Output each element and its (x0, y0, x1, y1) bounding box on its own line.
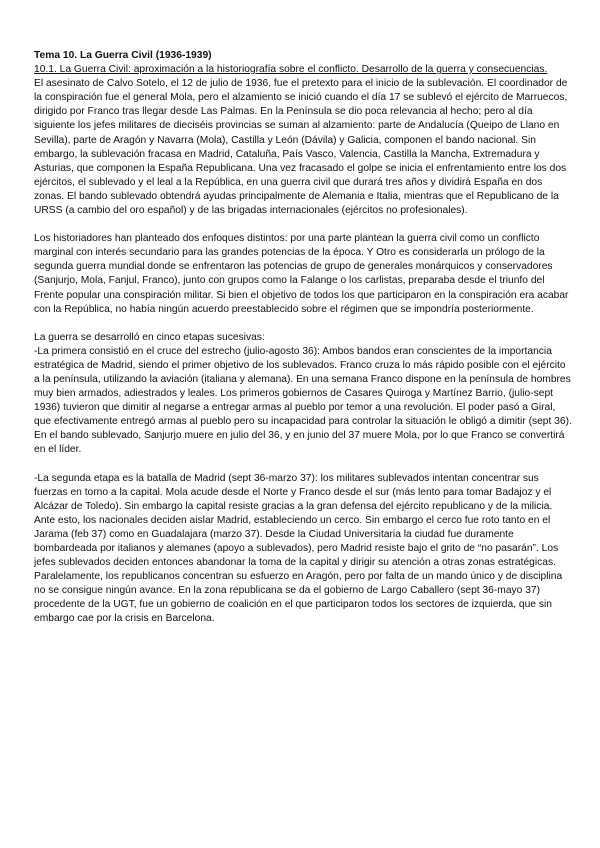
paragraph-stages-intro: La guerra se desarrolló en cinco etapas sucesivas: (34, 331, 265, 343)
paragraph-stage-two: -La segunda etapa es la batalla de Madrid (sept 36-marzo 37): los militares sublevados intentan concentrar sus fuerzas en torno a la capital. Mola acude desde el Norte y Franco desde el sur (más lento para tomar Badajoz y el Alcázar de Toledo). Sin embargo la capital resiste gracias a la gran defensa del ejército republicano y de la milicia. Ante esto, los nacionales deciden aislar Madrid, estableciendo un cerco. Sin embargo el cerco fue roto tanto en el Jarama (feb 37) como en Guadalajara (marzo 37). Desde la Ciudad Universitaria la ciudad fue duramente bombardeada por italianos y alemanes (apoyo a sublevados), pero Madrid resiste bajo el grito de “no pasarán”. Los jefes sublevados deciden entonces abandonar la toma de la capital y dirigir su atención a otras zonas estratégicas. Paralelamente, los republicanos concentran su esfuerzo en Aragón, pero por falta de un mando único y de disciplina no se consigue ningún avance. En la zona republicana se da el gobierno de Largo Caballero (sept 36-mayo 37) procedente de la UGT, fue un gobierno de coalición en el que participaron todos los sectores de izquierda, que sin embargo cae por la crisis en Barcelona. (34, 472, 563, 625)
section-heading: 10.1. La Guerra Civil: aproximación a la historiografía sobre el conflicto. Desarrollo de la guerra y consecuencias. (34, 64, 548, 76)
paragraph-spacer (34, 317, 574, 331)
paragraph-spacer (34, 218, 574, 232)
document-title: Tema 10. La Guerra Civil (1936-1939) (34, 50, 212, 61)
paragraph-intro: El asesinato de Calvo Sotelo, el 12 de julio de 1936, fue el pretexto para el inicio de la sublevación. El coordinador de la conspiración fue el general Mola, pero el alzamiento se inició cuando el día 17 se sublevó el ejército de Marruecos, dirigido por Franco tras llegar desde Las Palmas. En la Península se dio poca relevancia al hecho; pero al día siguiente los jefes militares de dieciséis provincias se suman al alzamiento: parte de Andalucía (Queipo de Llano en Sevilla), parte de Aragón y Navarra (Mola), Castilla y León (Dávila) y Galicia, componen el bando nacional. Sin embargo, la sublevación fracasa en Madrid, Cataluña, País Vasco, Valencia, Castilla la Mancha, Extremadura y Asturias, que componen la España Republicana. Una vez fracasado el golpe se inicia el enfrentamiento entre los dos ejércitos, el sublevado y el leal a la República, en una guerra civil que durará tres años y dividirá España en dos zonas. El bando sublevado obtendrá ayudas principalmente de Alemania e Italia, mientras que el Republicano de la URSS (a cambio del oro español) y de las brigadas internacionales (ejércitos no profesionales). (34, 78, 568, 217)
paragraph-stage-one: -La primera consistió en el cruce del estrecho (julio-agosto 36): Ambos bandos eran conscientes de la importancia estratégica de Madrid, siendo el primer objetivo de los sublevados. Franco cruza lo más rápido posible con el ejército a la península, utilizando la aviación (italiana y alemana). En una semana Franco dispone en la península de hombres muy bien armados, adiestrados y leales. Los primeros gobiernos de Casares Quiroga y Martínez Barrio, (julio-sept 1936) tuvieron que dimitir al negarse a entregar armas al pueblo por temor a una revolución. El poder pasó a Giral, que efectivamente entregó armas al pueblo pero su incapacidad para controlar la situación le obligó a dimitir (sept 36). En el bando sublevado, Sanjurjo muere en julio del 36, y en junio del 37 muere Mola, por lo que Franco se convertirá en el líder. (34, 345, 572, 456)
document-page (34, 49, 574, 627)
paragraph-historiography: Los historiadores han planteado dos enfoques distintos: por una parte plantean la guerra civil como un conflicto marginal con interés secundario para las grandes potencias de la época. Y Otro es considerarla un prólogo de la segunda guerra mundial donde se enfrentaron las potencias de grupo de generales monárquicos y conservadores (Sanjurjo, Mola, Fanjul, Franco), junto con grupos como la Falange o los carlistas, preparaba desde el triunfo del Frente popular una conspiración militar. Si bien el objetivo de todos los que participaron en la conspiración era acabar con la República, no había ningún acuerdo preestablecido sobre el régimen que se impondría posteriormente. (34, 233, 569, 315)
paragraph-spacer (34, 458, 574, 472)
